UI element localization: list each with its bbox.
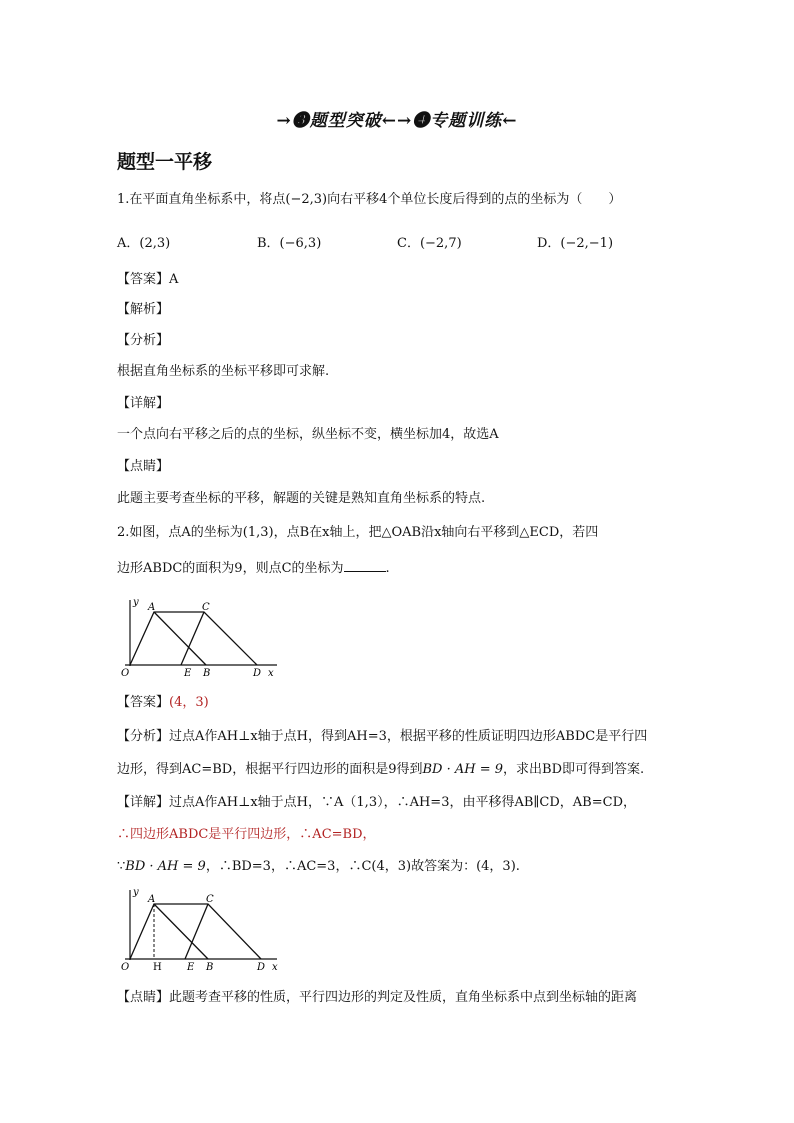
fenxi-text: 过点A作AH⊥x轴于点H，得到AH=3，根据平移的性质证明四边形ABDC是平行四 [169,729,648,744]
label-o: O [121,668,130,679]
figure-parallelogram [117,594,287,680]
q2-xiangjie-line3 [117,857,520,877]
fenxi-text: 边形，得到AC=BD，根据平行四边形的面积是9得到 [117,762,423,777]
outer-shape [130,612,257,665]
label-o: O [121,962,130,973]
label-y: y [133,887,139,898]
formula: BD · AH = 9 [422,762,504,777]
q1-fenxi: 根据直角坐标系的坐标平移即可求解. [117,364,330,379]
q2-dianjing [117,988,637,1008]
answer-tag: 【答案】 [117,695,170,710]
answer-value: A [169,272,179,287]
q1-xiangjie: 一个点向右平移之后的点的坐标，纵坐标不变，横坐标加4，故选A [117,427,499,442]
q2-stem-end: . [385,561,390,576]
header-title: →❸题型突破←→❹专题训练← [276,111,518,131]
q2-fenxi-line2 [117,760,644,780]
fenxi-tag: 【分析】 [117,729,170,744]
section-title: 题型一平移 [117,151,213,173]
xiangjie-text: ，∴BD=3，∴AC=3，∴C(4，3)故答案为：(4，3). [205,859,520,874]
q2-stem-line1: 2.如图，点A的坐标为(1,3)，点B在x轴上，把△OAB沿x轴向右平移到△ECD，若四 [117,525,599,540]
label-e: E [187,962,195,973]
q1-option-d: D．(−2,−1) [537,236,614,251]
segment-ce [181,612,204,665]
label-b: B [203,668,211,679]
segment-ce [185,904,208,959]
label-a: A [148,894,156,905]
xiangjie-text: 过点A作AH⊥x轴于点H，∵A（1,3），∴AH=3，由平移得AB∥CD，AB=CD， [169,795,636,810]
xiangjie-tag: 【详解】 [117,795,170,810]
segment-ab [154,904,208,959]
formula: BD · AH = 9 [125,859,206,874]
answer-blank [344,557,386,572]
dianjing-tag: 【点睛】 [117,990,170,1005]
outer-shape [130,904,261,959]
label-e: E [184,668,192,679]
answer-value: (4，3) [169,695,209,710]
label-a: A [148,602,156,613]
q1-jiexi-tag: 【解析】 [117,302,170,317]
q1-stem: 1.在平面直角坐标系中，将点(−2,3)向右平移4个单位长度后得到的点的坐标为（ ） [117,192,622,207]
label-x: x [268,668,274,679]
q1-option-a: A．(2,3) [117,236,171,251]
q1-dianjing-tag: 【点睛】 [117,459,170,474]
label-x: x [272,962,278,973]
label-b: B [206,962,214,973]
q1-fenxi-tag: 【分析】 [117,333,170,348]
segment-ab [154,612,206,665]
q2-xiangjie-line1 [117,793,636,813]
label-h: H [153,962,162,973]
fenxi-text: ，求出BD即可得到答案. [503,762,645,777]
dianjing-text: 此题考查平移的性质，平行四边形的判定及性质，直角坐标系中点到坐标轴的距离 [169,990,638,1005]
label-d: D [257,962,266,973]
because-symbol: ∵ [117,859,126,874]
q1-xiangjie-tag: 【详解】 [117,396,170,411]
q2-fenxi-line1 [117,727,647,747]
label-c: C [206,894,214,905]
q1-option-b: B．(−6,3) [257,236,322,251]
q1-answer [117,270,178,290]
q2-stem-line2 [117,557,390,579]
answer-tag: 【答案】 [117,272,170,287]
q1-option-c: C．(−2,7) [397,236,462,251]
q2-stem-text: 边形ABDC的面积为9，则点C的坐标为 [117,561,344,576]
q2-xiangjie-line2: ∴四边形ABDC是平行四边形，∴AC=BD， [117,827,376,842]
figure-parallelogram-with-height [117,884,287,974]
q1-dianjing: 此题主要考查坐标的平移，解题的关键是熟知直角坐标系的特点. [117,491,486,506]
label-c: C [202,602,210,613]
label-y: y [133,597,139,608]
q2-answer [117,693,209,713]
label-d: D [253,668,262,679]
